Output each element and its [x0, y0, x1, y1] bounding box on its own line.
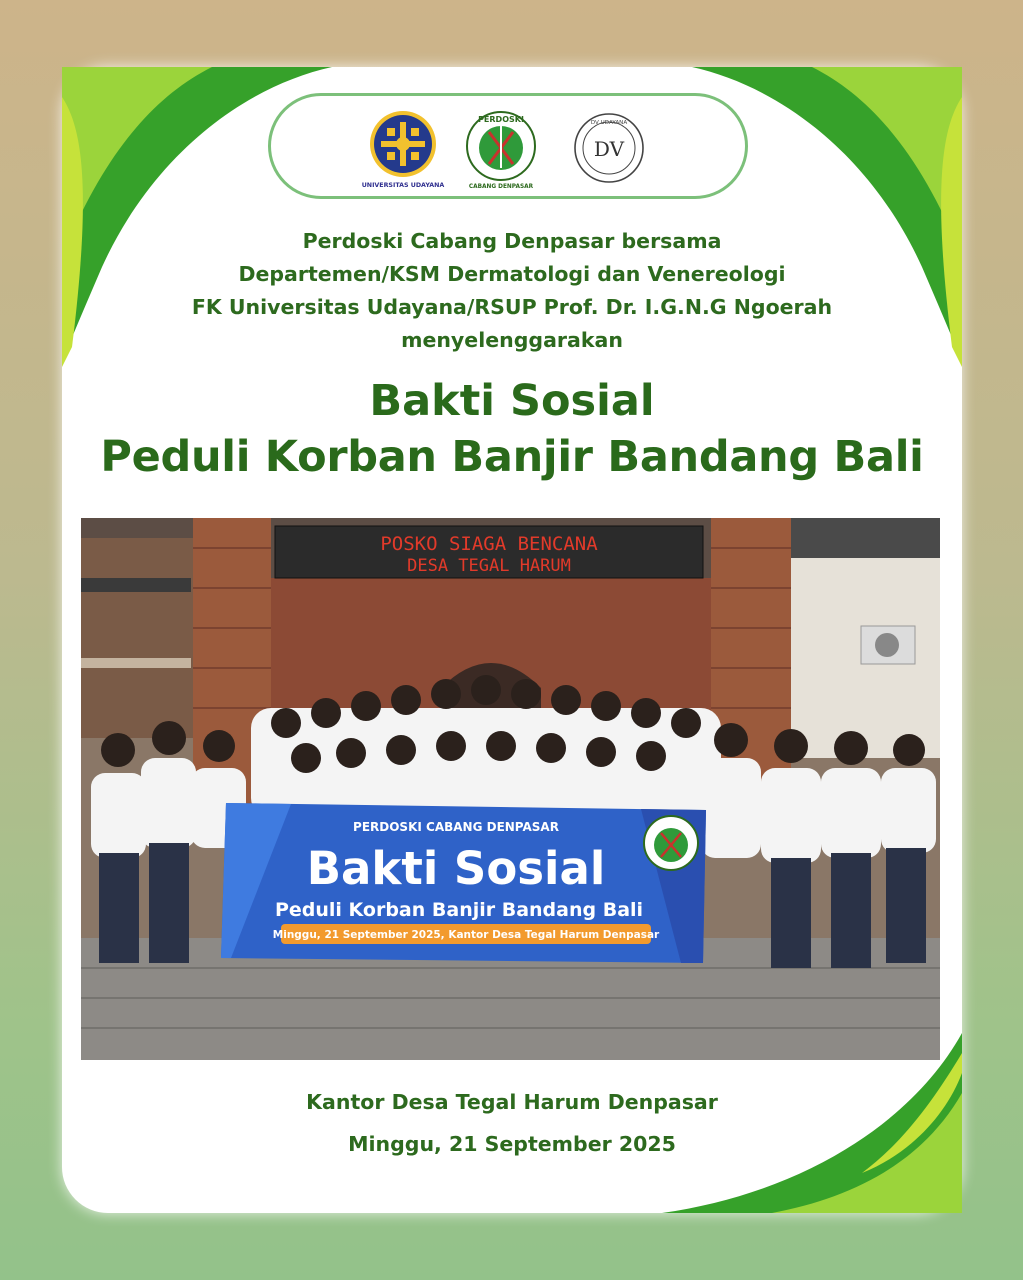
dv-logo-monogram: DV	[593, 137, 625, 161]
group-photo	[81, 518, 940, 1060]
led-sign-line-2: DESA TEGAL HARUM	[407, 556, 571, 576]
perdoski-logo-caption: CABANG DENPASAR	[468, 184, 534, 190]
intro-line-1: Perdoski Cabang Denpasar bersama	[302, 229, 722, 253]
udayana-logo-caption: UNIVERSITAS UDAYANA	[361, 182, 445, 189]
led-sign-line-1: POSKO SIAGA BENCANA	[380, 533, 598, 555]
dv-udayana-logo	[573, 110, 645, 190]
perdoski-logo-top-text: PERDOSKI	[478, 115, 524, 124]
event-date: Minggu, 21 September 2025	[348, 1132, 676, 1156]
universitas-udayana-logo	[361, 110, 445, 190]
headline-subtitle: Peduli Korban Banjir Bandang Bali	[100, 432, 924, 482]
poster-card	[62, 67, 962, 1213]
banner-title: Bakti Sosial	[306, 842, 606, 895]
intro-line-4: menyelenggarakan	[401, 328, 623, 352]
intro-line-3: FK Universitas Udayana/RSUP Prof. Dr. I.G.N.G Ngoerah	[191, 295, 833, 319]
organizer-intro	[62, 225, 962, 357]
banner-subtitle: Peduli Korban Banjir Bandang Bali	[274, 899, 644, 921]
headline-title: Bakti Sosial	[369, 376, 655, 426]
perdoski-logo	[465, 110, 537, 190]
intro-line-2: Departemen/KSM Dermatologi dan Venereologi	[238, 262, 786, 286]
banner-date: Minggu, 21 September 2025, Kantor Desa Tegal Harum Denpasar	[272, 929, 660, 941]
logo-bar	[268, 93, 748, 199]
event-headline	[62, 373, 962, 485]
banner-org: PERDOSKI CABANG DENPASAR	[353, 820, 559, 834]
event-location: Kantor Desa Tegal Harum Denpasar	[306, 1090, 718, 1114]
dv-logo-top-text: DV UDAYANA	[590, 120, 628, 126]
event-footer	[62, 1087, 962, 1159]
